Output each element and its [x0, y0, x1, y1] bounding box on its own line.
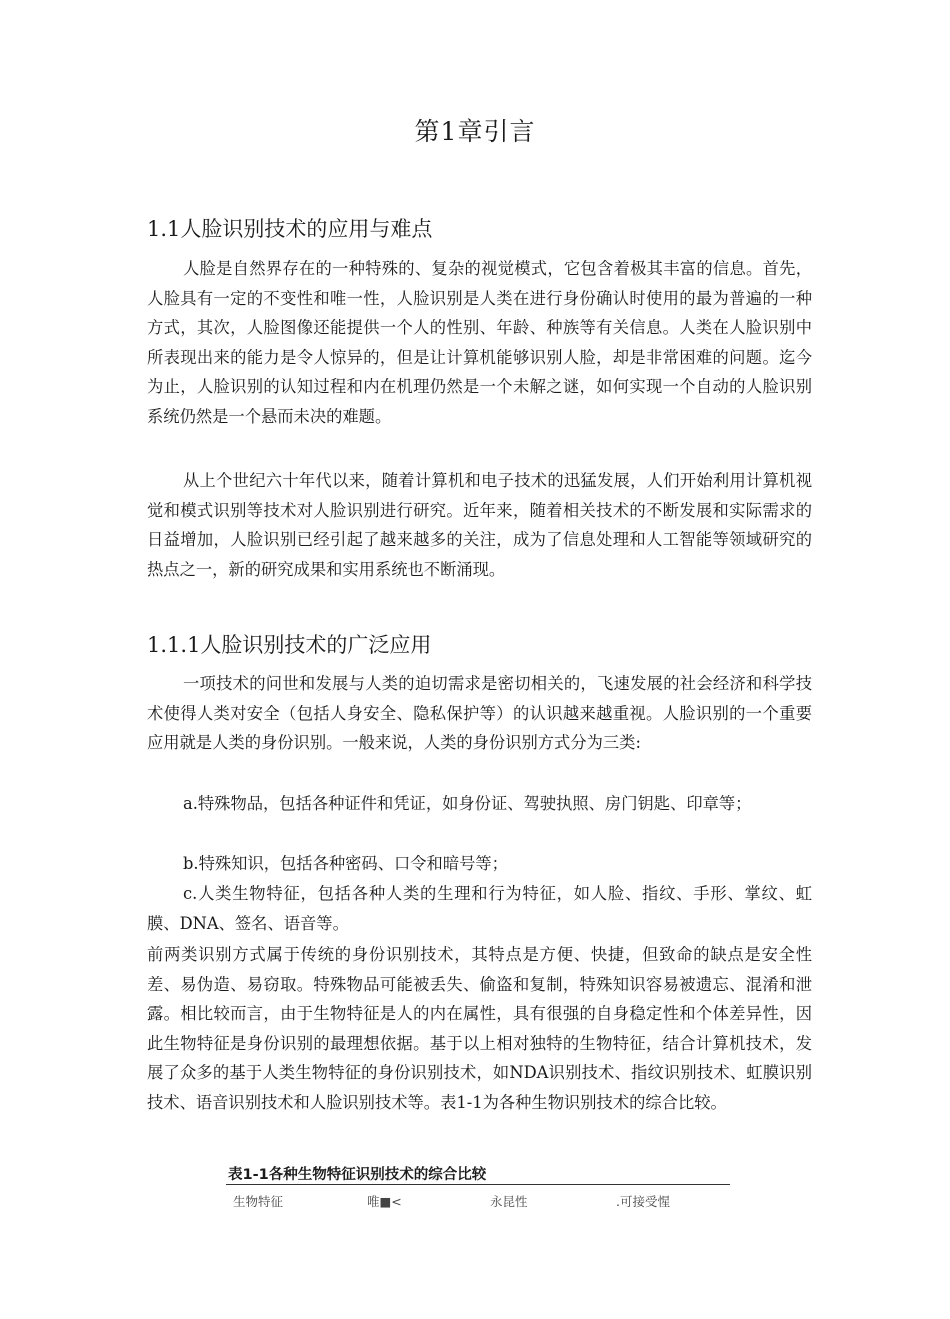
- section-heading: 1.1人脸识别技术的应用与难点: [147, 217, 433, 241]
- list-item-b: b.特殊知识，包括各种密码、口令和暗号等；: [183, 854, 508, 873]
- table-top-rule: [226, 1184, 730, 1185]
- section-paragraph-1: 人脸是自然界存在的一种特殊的、复杂的视觉模式，它包含着极其丰富的信息。首先，人脸具有一定的不变性和唯一性，人脸识别是人类在进行身份确认时使用的最为普遍的一种方式，其次，人脸图像还能提供一个人的性别、年龄、种族等有关信息。人类在人脸识别中所表现出来的能力是令人惊异的，但是让计算机能够识别人脸，却是非常困难的问题。迄今为止，人脸识别的认知过程和内在机理仍然是一个未解之谜，如何实现一个自动的人脸识别系统仍然是一个悬而未决的难题。: [147, 259, 812, 426]
- list-item-a: a.特殊物品，包括各种证件和凭证，如身份证、驾驶执照、房门钥匙、印章等；: [183, 794, 752, 813]
- table-header-cell: .可接受惺: [616, 1194, 670, 1209]
- table-header-cell: 唯■<: [367, 1194, 402, 1209]
- table-caption: 表1-1各种生物特征识别技术的综合比较: [228, 1167, 487, 1183]
- table-header-cell: 生物特征: [233, 1194, 284, 1209]
- subsection-heading: 1.1.1人脸识别技术的广泛应用: [147, 633, 432, 657]
- subsection-intro-paragraph: 一项技术的问世和发展与人类的迫切需求是密切相关的，飞速发展的社会经济和科学技术使得人类对安全（包括人身安全、隐私保护等）的认识越来越重视。人脸识别的一个重要应用就是人类的身份识别。一般来说，人类的身份识别方式分为三类:: [147, 674, 812, 753]
- conclusion-paragraph: 前两类识别方式属于传统的身份识别技术，其特点是方便、快捷，但致命的缺点是安全性差、易伪造、易窃取。特殊物品可能被丢失、偷盗和复制，特殊知识容易被遗忘、混淆和泄露。相比较而言，由于生物特征是人的内在属性，具有很强的自身稳定性和个体差异性，因此生物特征是身份识别的最理想依据。基于以上相对独特的生物特征，结合计算机技术，发展了众多的基于人类生物特征的身份识别技术，如NDA识别技术、指纹识别技术、虹膜识别技术、语音识别技术和人脸识别技术等。表1-1为各种生物识别技术的综合比较。: [147, 945, 812, 1112]
- table-header-cell: 永昆性: [490, 1194, 528, 1209]
- chapter-title: 第1章引言: [414, 117, 536, 146]
- section-paragraph-2: 从上个世纪六十年代以来，随着计算机和电子技术的迅猛发展，人们开始利用计算机视觉和模式识别等技术对人脸识别进行研究。近年来，随着相关技术的不断发展和实际需求的日益增加，人脸识别已经引起了越来越多的关注，成为了信息处理和人工智能等领域研究的热点之一，新的研究成果和实用系统也不断涌现。: [147, 471, 812, 579]
- list-item-c: c.人类生物特征，包括各种人类的生理和行为特征，如人脸、指纹、手形、掌纹、虹膜、DNA、签名、语音等。: [147, 884, 812, 933]
